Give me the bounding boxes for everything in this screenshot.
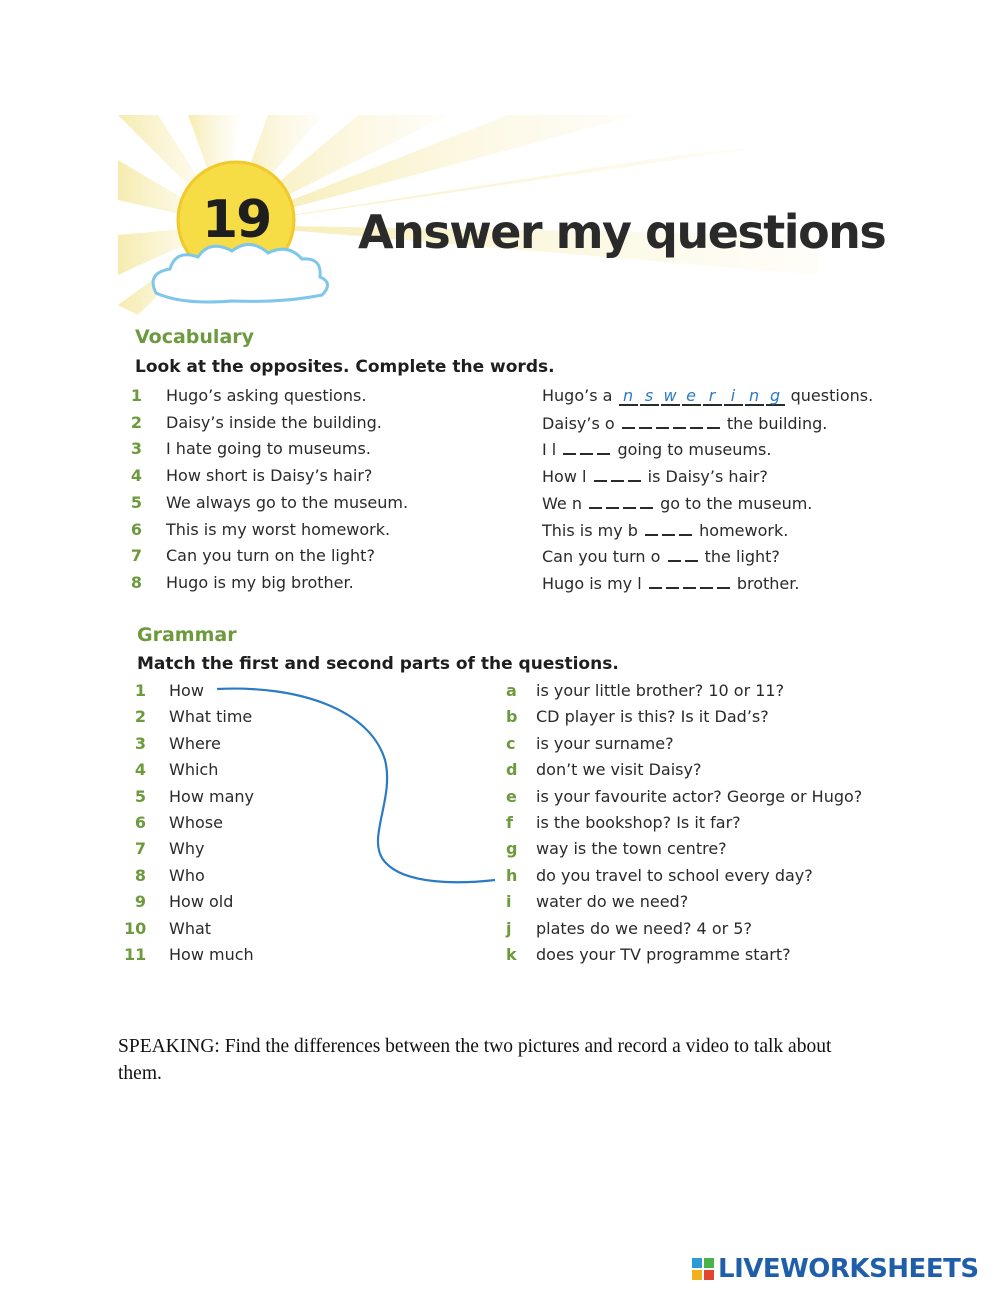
second-part-text: way is the town centre? <box>536 839 727 858</box>
unit-title: Answer my questions <box>358 205 886 259</box>
item-letter: b <box>506 707 518 726</box>
item-letter: j <box>506 919 512 938</box>
answer-letter[interactable]: r <box>703 388 722 406</box>
answer-suffix: the building. <box>726 414 828 433</box>
answer-prefix: Hugo’s a <box>542 386 613 405</box>
item-letter: k <box>506 945 517 964</box>
second-part-text: is your little brother? 10 or 11? <box>536 681 785 700</box>
first-part-text: Why <box>169 839 205 858</box>
second-part-text: do you travel to school every day? <box>536 866 813 885</box>
item-number: 1 <box>134 681 146 700</box>
first-part-text: Who <box>169 866 205 885</box>
answer-suffix: the light? <box>704 547 780 566</box>
item-number: 8 <box>130 573 142 592</box>
item-number: 9 <box>134 892 146 911</box>
vocab-sentence: How short is Daisy’s hair? <box>166 466 373 485</box>
answer-prefix: Daisy’s o <box>542 414 615 433</box>
item-number: 6 <box>130 520 142 539</box>
answer-prefix: We n <box>542 494 582 513</box>
answer-suffix: homework. <box>699 521 789 540</box>
grammar-heading: Grammar <box>137 624 237 646</box>
second-part-text: water do we need? <box>536 892 689 911</box>
answer-suffix: brother. <box>736 574 800 593</box>
first-part-text: How much <box>169 945 254 964</box>
first-part-text: How many <box>169 787 254 806</box>
answer-letter[interactable]: s <box>640 388 659 406</box>
answer-letter[interactable]: g <box>766 388 785 406</box>
answer-suffix: is Daisy’s hair? <box>647 467 768 486</box>
answer-prefix: Can you turn o <box>542 547 661 566</box>
item-number: 11 <box>124 945 147 964</box>
item-number: 5 <box>130 493 142 512</box>
item-number: 4 <box>130 466 142 485</box>
answer-letter[interactable]: n <box>619 388 638 406</box>
vocab-sentence: I hate going to museums. <box>166 439 371 458</box>
vocab-sentence: Can you turn on the light? <box>166 546 375 565</box>
item-number: 4 <box>134 760 146 779</box>
first-part-text: How <box>169 681 204 700</box>
first-part-text: What <box>169 919 212 938</box>
item-number: 6 <box>134 813 146 832</box>
second-part-text: is the bookshop? Is it far? <box>536 813 741 832</box>
answer-prefix: How l <box>542 467 587 486</box>
answer-suffix: questions. <box>790 386 874 405</box>
first-part-text: Where <box>169 734 221 753</box>
logo-text: LIVEWORKSHEETS <box>718 1254 979 1284</box>
vocab-sentence: We always go to the museum. <box>166 493 409 512</box>
second-part-text: plates do we need? 4 or 5? <box>536 919 752 938</box>
item-letter: d <box>506 760 518 779</box>
item-number: 1 <box>130 386 142 405</box>
item-letter: a <box>506 681 517 700</box>
first-part-text: Which <box>169 760 219 779</box>
item-letter: h <box>506 866 518 885</box>
item-number: 7 <box>130 546 142 565</box>
item-number: 3 <box>130 439 142 458</box>
speaking-task: SPEAKING: Find the differences between the two pictures and record a video to talk about them. <box>118 1036 832 1084</box>
vocab-sentence: Daisy’s inside the building. <box>166 413 382 432</box>
grammar-instruction: Match the first and second parts of the questions. <box>137 654 619 674</box>
item-letter: g <box>506 839 518 858</box>
answer-letter[interactable]: w <box>661 388 680 406</box>
vocabulary-heading: Vocabulary <box>135 326 255 348</box>
item-number: 10 <box>124 919 147 938</box>
item-letter: i <box>506 892 512 911</box>
item-number: 2 <box>134 707 146 726</box>
item-number: 3 <box>134 734 146 753</box>
liveworksheets-logo-icon <box>692 1258 714 1280</box>
first-part-text: Whose <box>169 813 223 832</box>
answer-prefix: I l <box>542 440 557 459</box>
first-part-text: What time <box>169 707 253 726</box>
vocab-sentence: Hugo’s asking questions. <box>166 386 367 405</box>
answer-letter[interactable]: e <box>682 388 701 406</box>
answer-suffix: go to the museum. <box>660 494 813 513</box>
unit-number: 19 <box>202 190 271 250</box>
item-number: 8 <box>134 866 146 885</box>
item-number: 2 <box>130 413 142 432</box>
second-part-text: don’t we visit Daisy? <box>536 760 702 779</box>
item-number: 7 <box>134 839 146 858</box>
first-part-text: How old <box>169 892 234 911</box>
vocabulary-instruction: Look at the opposites. Complete the words. <box>135 357 555 377</box>
answer-prefix: Hugo is my l <box>542 574 642 593</box>
vocab-sentence: Hugo is my big brother. <box>166 573 354 592</box>
answer-letter[interactable]: i <box>724 388 743 406</box>
vocab-sentence: This is my worst homework. <box>166 520 391 539</box>
second-part-text: is your favourite actor? George or Hugo? <box>536 787 863 806</box>
item-number: 5 <box>134 787 146 806</box>
answer-prefix: This is my b <box>542 521 638 540</box>
second-part-text: is your surname? <box>536 734 674 753</box>
answer-suffix: going to museums. <box>617 440 772 459</box>
answer-letter[interactable]: n <box>745 388 764 406</box>
item-letter: c <box>506 734 516 753</box>
liveworksheets-logo <box>692 1254 979 1284</box>
item-letter: e <box>506 787 517 806</box>
second-part-text: does your TV programme start? <box>536 945 791 964</box>
second-part-text: CD player is this? Is it Dad’s? <box>536 707 769 726</box>
item-letter: f <box>506 813 513 832</box>
